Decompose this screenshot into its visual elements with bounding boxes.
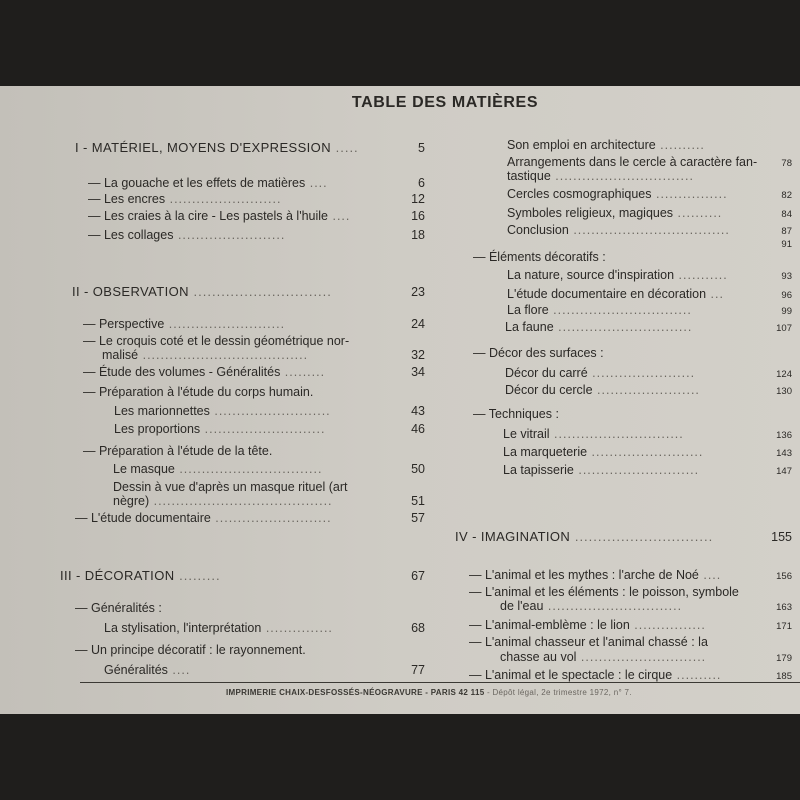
entry-title: Symboles religieux, magiques (507, 206, 674, 220)
page-number: 43 (411, 404, 425, 418)
page-number: 24 (411, 317, 425, 331)
entry-title: — Étude des volumes - Généralités (83, 365, 281, 379)
page-number: 93 (781, 271, 792, 282)
right-toc-entry (500, 650, 706, 664)
entry-title: — Un principe décoratif : le rayonnement. (75, 643, 306, 657)
leader-dots: ................ (629, 618, 706, 632)
right-toc-entry (455, 530, 713, 544)
leader-dots: ... (706, 287, 724, 301)
right-toc-entry (469, 668, 721, 682)
right-toc-entry (500, 599, 682, 613)
leader-dots: .............................. (543, 599, 683, 613)
left-toc-entry (104, 663, 190, 677)
footer-rule (80, 682, 800, 683)
leader-dots: ................................... (568, 223, 730, 237)
right-toc-entry (469, 568, 721, 582)
entry-title: La tapisserie (503, 463, 574, 477)
page-number: 18 (411, 228, 425, 242)
leader-dots: ........................... (200, 422, 326, 436)
left-toc-entry (102, 348, 308, 362)
page-number: 171 (776, 621, 792, 632)
entry-title: Son emploi en architecture (507, 138, 656, 152)
entry-title: L'étude documentaire en décoration (507, 287, 707, 301)
leader-dots: ............................. (549, 427, 684, 441)
page-number: 136 (776, 430, 792, 441)
leader-dots: .......................... (209, 404, 331, 418)
page-number: 68 (411, 621, 425, 635)
right-toc-entry (473, 250, 606, 264)
entry-title: Arrangements dans le cercle à caractère fan- (507, 155, 758, 169)
entry-title: — L'animal et les mythes : l'arche de Noé (469, 568, 699, 582)
entry-title: nègre) (113, 494, 150, 508)
entry-title: — Décor des surfaces : (473, 346, 604, 360)
leader-dots: .... (305, 176, 328, 190)
entry-title: IV - IMAGINATION (455, 529, 571, 544)
entry-title: La nature, source d'inspiration (507, 268, 675, 282)
leader-dots: .............................. (570, 529, 714, 544)
entry-title: — Préparation à l'étude de la tête. (83, 444, 273, 458)
leader-dots: ....................... (587, 366, 696, 380)
page-number: 185 (776, 671, 792, 682)
entry-title: Le masque (113, 462, 175, 476)
entry-title: Les marionnettes (114, 404, 210, 418)
left-toc-entry (75, 511, 332, 525)
page-number: 67 (411, 569, 425, 583)
page-number: 107 (776, 323, 792, 334)
entry-title: — Les craies à la cire - Les pastels à l'huile (88, 209, 328, 223)
leader-dots: ..................................... (138, 348, 309, 362)
leader-dots: ............................ (576, 650, 707, 664)
left-toc-entry (113, 494, 333, 508)
entry-title: La stylisation, l'interprétation (104, 621, 262, 635)
page-number: 155 (771, 530, 792, 544)
leader-dots: .............................. (553, 320, 693, 334)
left-toc-entry (113, 462, 322, 476)
entry-title: — Perspective (83, 317, 165, 331)
right-toc-entry (505, 383, 700, 397)
entry-title: — L'animal chasseur et l'animal chassé : la (469, 635, 708, 649)
entry-title: Conclusion (507, 223, 569, 237)
page-number: 130 (776, 386, 792, 397)
leader-dots: ............... (261, 621, 333, 635)
left-toc-entry (88, 192, 281, 206)
page-title: TABLE DES MATIÈRES (351, 94, 539, 111)
page-number: 5 (418, 141, 425, 155)
entry-title: chasse au vol (500, 650, 577, 664)
left-toc-entry (60, 569, 221, 583)
leader-dots: ............................... (550, 169, 694, 183)
leader-dots: .... (167, 663, 191, 677)
page-number: 156 (776, 571, 792, 582)
leader-dots: ................ (651, 187, 728, 201)
right-toc-entry (469, 618, 706, 632)
right-toc-entry (507, 169, 694, 183)
leader-dots: .......................... (164, 317, 286, 331)
right-toc-entry (507, 206, 722, 220)
entry-title: II - OBSERVATION (72, 284, 189, 299)
right-toc-entry (507, 268, 728, 282)
page-number: 50 (411, 462, 425, 476)
page-number: 143 (776, 448, 792, 459)
page-number: 147 (776, 466, 792, 477)
leader-dots: ................................ (174, 462, 323, 476)
page-number: 91 (781, 239, 792, 250)
leader-dots: ........................ (173, 228, 286, 242)
leader-dots: ......... (280, 365, 326, 379)
page-number: 51 (411, 494, 425, 508)
left-toc-entry (114, 404, 331, 418)
left-toc-entry (88, 228, 285, 242)
entry-title: — Éléments décoratifs : (473, 250, 606, 264)
leader-dots: ..... (331, 140, 359, 155)
left-toc-entry (83, 334, 349, 348)
left-toc-entry (88, 209, 350, 223)
left-toc-entry (83, 317, 285, 331)
left-toc-entry (83, 365, 325, 379)
entry-title: — Les collages (88, 228, 174, 242)
right-toc-entry (503, 463, 699, 477)
right-toc-entry (505, 320, 692, 334)
right-toc-entry (507, 287, 724, 301)
entry-title: Généralités (104, 663, 168, 677)
leader-dots: .......... (673, 206, 723, 220)
page-number: 57 (411, 511, 425, 525)
right-toc-entry (507, 303, 692, 317)
page-number: 34 (411, 365, 425, 379)
page-number: 46 (411, 422, 425, 436)
left-toc-entry (72, 285, 332, 299)
page-number: 124 (776, 369, 792, 380)
entry-title: — Les encres (88, 192, 166, 206)
entry-title: Décor du carré (505, 366, 588, 380)
leader-dots: .... (328, 209, 351, 223)
entry-title: — Le croquis coté et le dessin géométrique nor- (83, 334, 350, 348)
right-toc-entry (469, 585, 739, 599)
leader-dots: ........... (674, 268, 728, 282)
imprint-light: - Dépôt légal, 2e trimestre 1972, n° 7. (484, 688, 632, 697)
leader-dots: .............................. (188, 284, 332, 299)
right-toc-entry (503, 445, 703, 459)
right-toc-entry (507, 223, 730, 237)
page-number: 78 (781, 158, 792, 169)
page-number: 16 (411, 209, 425, 223)
leader-dots: ......................... (165, 192, 282, 206)
right-toc-entry (473, 407, 559, 421)
entry-title: — Préparation à l'étude du corps humain. (83, 385, 314, 399)
entry-title: — L'animal et les éléments : le poisson, symbole (469, 585, 739, 599)
page-number: 32 (411, 348, 425, 362)
right-toc-entry (507, 138, 705, 152)
right-toc-entry (473, 346, 604, 360)
entry-title: Dessin à vue d'après un masque rituel (art (113, 480, 348, 494)
page-number: 82 (781, 190, 792, 201)
entry-title: — Techniques : (473, 407, 559, 421)
entry-title: — La gouache et les effets de matières (88, 176, 306, 190)
entry-title: Décor du cercle (505, 383, 593, 397)
entry-title: — L'étude documentaire (75, 511, 211, 525)
entry-title: Le vitrail (503, 427, 550, 441)
leader-dots: ....................... (592, 383, 700, 397)
page-number: 179 (776, 653, 792, 664)
right-toc-entry (507, 187, 728, 201)
entry-title: — Généralités : (75, 601, 162, 615)
page-number: 77 (411, 663, 425, 677)
left-toc-entry (104, 621, 333, 635)
entry-title: malisé (102, 348, 139, 362)
printer-imprint (226, 688, 632, 697)
entry-title: La marqueterie (503, 445, 588, 459)
leader-dots: ........................................ (149, 494, 333, 508)
page-number: 99 (781, 306, 792, 317)
entry-title: III - DÉCORATION (60, 568, 175, 583)
left-toc-entry (75, 601, 162, 615)
page-number: 163 (776, 602, 792, 613)
left-toc-entry (83, 385, 313, 399)
leader-dots: ............................... (548, 303, 692, 317)
page-number: 87 (781, 226, 792, 237)
leader-dots: .......... (672, 668, 722, 682)
page-number: 84 (781, 209, 792, 220)
entry-title: — L'animal-emblème : le lion (469, 618, 630, 632)
document-page (0, 86, 800, 714)
page-number: 23 (411, 285, 425, 299)
entry-title: Cercles cosmographiques (507, 187, 652, 201)
page-number: 6 (418, 176, 425, 190)
leader-dots: .......................... (210, 511, 332, 525)
left-toc-entry (88, 176, 328, 190)
leader-dots: ........................... (573, 463, 700, 477)
entry-title: de l'eau (500, 599, 544, 613)
entry-title: Les proportions (114, 422, 201, 436)
entry-title: La faune (505, 320, 554, 334)
entry-title: La flore (507, 303, 549, 317)
leader-dots: .......... (655, 138, 705, 152)
leader-dots: .... (698, 568, 722, 582)
leader-dots: ......... (174, 568, 221, 583)
left-toc-entry (114, 422, 325, 436)
left-toc-entry (113, 480, 347, 494)
right-toc-entry (505, 366, 695, 380)
entry-title: I - MATÉRIEL, MOYENS D'EXPRESSION (75, 140, 331, 155)
page-number: 96 (781, 290, 792, 301)
imprint-bold: IMPRIMERIE CHAIX-DESFOSSÉS-NÉOGRAVURE - PARIS 42 115 (226, 688, 485, 697)
left-toc-entry (75, 643, 306, 657)
entry-title: — L'animal et le spectacle : le cirque (469, 668, 673, 682)
left-toc-entry (75, 141, 359, 155)
leader-dots: ......................... (587, 445, 704, 459)
right-toc-entry (469, 635, 708, 649)
left-toc-entry (83, 444, 272, 458)
entry-title: tastique (507, 169, 551, 183)
right-toc-entry (503, 427, 684, 441)
right-toc-entry (507, 155, 757, 169)
page-number: 12 (411, 192, 425, 206)
